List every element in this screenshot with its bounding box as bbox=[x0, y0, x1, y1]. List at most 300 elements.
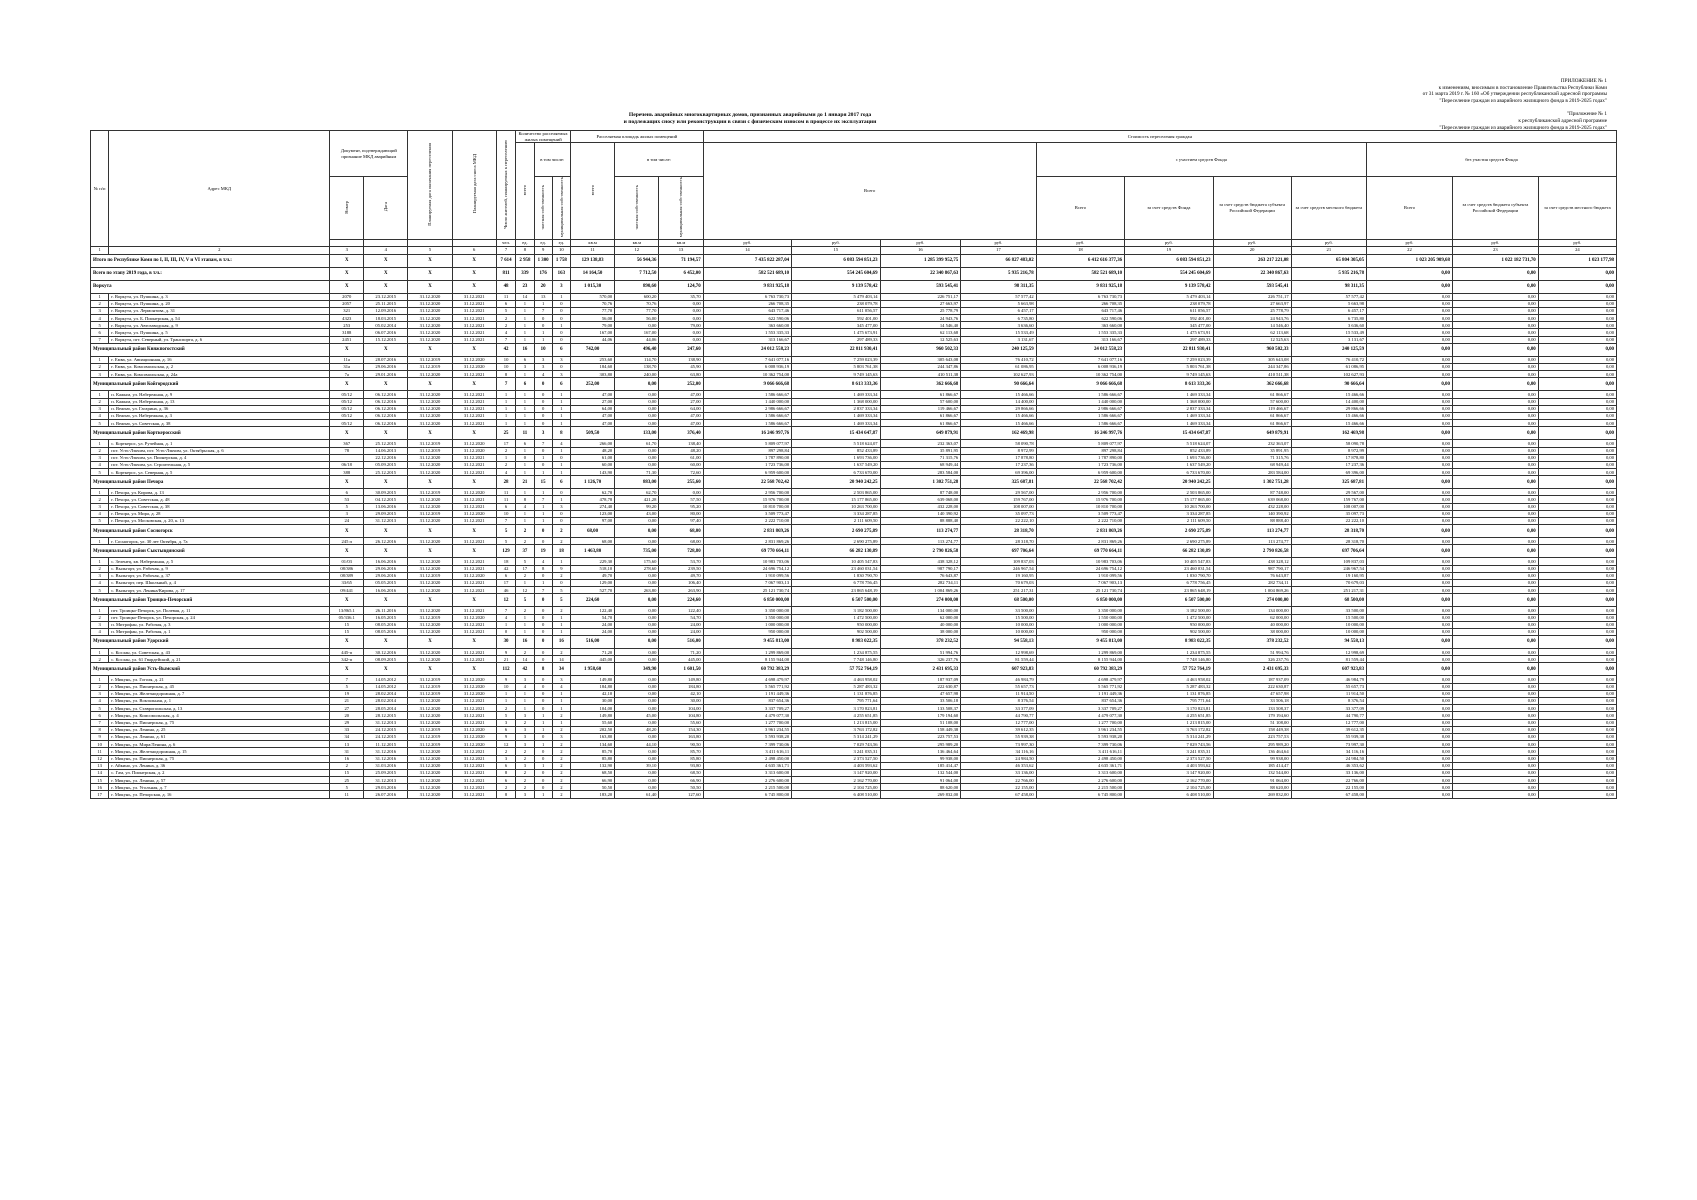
row-value: 30 bbox=[496, 636, 516, 649]
table-row bbox=[91, 719, 1617, 726]
table-cell: 1 bbox=[534, 791, 552, 798]
table-cell: 61 866,67 bbox=[1213, 412, 1291, 419]
row-value: 90 666,64 bbox=[1291, 378, 1366, 391]
row-value: 0 bbox=[534, 378, 552, 391]
row-label: Воркута bbox=[91, 280, 330, 293]
table-cell: 2 bbox=[496, 705, 516, 712]
table-cell: 1 bbox=[516, 705, 534, 712]
table-cell: 1 bbox=[516, 461, 534, 468]
row-value: 1 758 bbox=[552, 254, 570, 267]
row-value: X bbox=[408, 545, 452, 558]
table-cell: 109 837,03 bbox=[1291, 558, 1366, 565]
table-cell: 87 748,00 bbox=[1213, 489, 1291, 496]
table-cell: 0,00 bbox=[1538, 621, 1616, 628]
row-value: X bbox=[408, 280, 452, 293]
table-cell: 31.12.2019 bbox=[408, 447, 452, 454]
table-cell: 0,00 bbox=[1538, 336, 1616, 343]
table-cell: 0,00 bbox=[1538, 440, 1616, 447]
table-cell: 77,70 bbox=[615, 307, 659, 314]
table-cell: 16 bbox=[91, 784, 109, 791]
table-cell: 56,00 bbox=[570, 315, 614, 322]
column-index-cell: 9 bbox=[534, 246, 552, 254]
table-cell: 0,00 bbox=[615, 322, 659, 329]
table-cell: 0 bbox=[534, 572, 552, 579]
row-value: 960 502,33 bbox=[1213, 343, 1291, 356]
row-value: 0,00 bbox=[1538, 343, 1616, 356]
row-value: 7 614 bbox=[496, 254, 516, 267]
table-cell: 4 bbox=[91, 698, 109, 705]
table-cell: 0,00 bbox=[1538, 356, 1616, 363]
table-cell: 7 641 077,16 bbox=[703, 356, 791, 363]
table-cell: 33 500,00 bbox=[1291, 607, 1366, 614]
table-cell: 27,00 bbox=[570, 398, 614, 405]
row-value: X bbox=[452, 636, 496, 649]
table-cell: 64,00 bbox=[659, 405, 703, 412]
table-cell: 2 bbox=[91, 447, 109, 454]
row-value: X bbox=[364, 267, 408, 280]
table-cell: 1 bbox=[534, 469, 552, 476]
table-cell: 22 766,00 bbox=[961, 777, 1036, 784]
row-value: 1 285 399 952,75 bbox=[880, 254, 961, 267]
row-value: 554 245 604,69 bbox=[1125, 267, 1213, 280]
table-cell: 421,28 bbox=[615, 496, 659, 503]
table-cell: 0,00 bbox=[615, 656, 659, 663]
table-cell: 0,00 bbox=[1452, 719, 1538, 726]
table-cell: 31.12.2021 bbox=[452, 628, 496, 635]
table-cell: 1 bbox=[91, 607, 109, 614]
row-value: 57 752 764,19 bbox=[1125, 663, 1213, 676]
table-cell: 5 479 403,14 bbox=[792, 293, 880, 300]
table-cell: 1 bbox=[534, 579, 552, 586]
table-cell: 0,00 bbox=[1452, 698, 1538, 705]
header-rooms-total: всего bbox=[516, 143, 534, 240]
table-cell: 0,00 bbox=[1538, 705, 1616, 712]
table-cell: 2 bbox=[496, 461, 516, 468]
table-cell: 158 449,38 bbox=[1213, 726, 1291, 733]
header-area-municipal: муниципальная собственность bbox=[659, 177, 703, 240]
table-cell: 67 458,00 bbox=[1291, 791, 1366, 798]
row-value: 890,60 bbox=[615, 280, 659, 293]
row-value: 6 bbox=[552, 476, 570, 489]
table-cell: 23 865 648,19 bbox=[792, 587, 880, 594]
table-cell: 31.12.2021 bbox=[452, 371, 496, 378]
table-cell: 251 217,31 bbox=[1291, 587, 1366, 594]
row-value: X bbox=[330, 378, 364, 391]
table-cell: 0,00 bbox=[1367, 614, 1453, 621]
table-cell: 31.12.2021 bbox=[452, 607, 496, 614]
table-cell: 24,00 bbox=[570, 628, 614, 635]
table-cell: 31.12.2020 bbox=[408, 336, 452, 343]
table-cell: 31.12.2016 bbox=[364, 755, 408, 762]
table-cell: 1 191 449,36 bbox=[1036, 690, 1124, 697]
address-cell: с. Выльгорт, пер. Школьный, д. 4 bbox=[109, 579, 330, 586]
table-cell: 232 363,07 bbox=[880, 440, 961, 447]
row-value: 90 666,64 bbox=[961, 378, 1036, 391]
table-cell: 0,00 bbox=[1538, 565, 1616, 572]
address-cell: г. Печора, ул. Кирова, д. 13 bbox=[109, 489, 330, 496]
row-value: 28 318,70 bbox=[1291, 525, 1366, 538]
table-cell: 0,00 bbox=[659, 336, 703, 343]
table-cell: 6 bbox=[496, 503, 516, 510]
table-cell: 31.12.2020 bbox=[408, 777, 452, 784]
table-cell: 1 368 000,00 bbox=[792, 398, 880, 405]
table-cell: 5 565 771,92 bbox=[703, 683, 791, 690]
row-value: 113 274,77 bbox=[1213, 525, 1291, 538]
table-cell: 12 998,69 bbox=[961, 649, 1036, 656]
row-value: 1 023 177,98 bbox=[1538, 254, 1616, 267]
table-cell: 1 bbox=[534, 712, 552, 719]
table-cell: 0 bbox=[534, 447, 552, 454]
header-rooms-area: Расселяемая площадь жилых помещений bbox=[570, 131, 703, 143]
table-cell: 0,00 bbox=[1367, 705, 1453, 712]
table-cell: 0,00 bbox=[1452, 420, 1538, 427]
table-cell: 1 bbox=[516, 420, 534, 427]
row-value: 42 bbox=[496, 343, 516, 356]
table-cell: 31.12.2020 bbox=[408, 791, 452, 798]
table-cell: 6 bbox=[496, 300, 516, 307]
table-cell: 44 790,77 bbox=[1291, 712, 1366, 719]
unit: руб. bbox=[1213, 239, 1291, 246]
table-cell: 132 544,00 bbox=[1213, 769, 1291, 776]
table-cell: 1 234 875,55 bbox=[1125, 649, 1213, 656]
address-cell: п. Митрофан, ул. Рабочая, д. 1 bbox=[109, 628, 330, 635]
table-cell: 478,78 bbox=[570, 496, 614, 503]
table-cell: 5 663,98 bbox=[1291, 300, 1366, 307]
table-cell: 0,00 bbox=[1538, 712, 1616, 719]
table-cell: 1 bbox=[516, 300, 534, 307]
table-cell: 0 bbox=[534, 607, 552, 614]
row-value: X bbox=[364, 525, 408, 538]
row-label: Муниципальный район Сыктывдинский bbox=[91, 545, 330, 558]
row-value: 1 302 751,28 bbox=[880, 476, 961, 489]
row-value: 19 bbox=[534, 545, 552, 558]
row-value: X bbox=[364, 663, 408, 676]
row-value: 811 bbox=[496, 267, 516, 280]
table-cell: 251 217,31 bbox=[961, 587, 1036, 594]
table-cell: 29 866,66 bbox=[961, 405, 1036, 412]
table-cell: 104,80 bbox=[659, 712, 703, 719]
table-cell: 2 bbox=[516, 607, 534, 614]
table-cell: 0 bbox=[534, 315, 552, 322]
table-cell: 44,06 bbox=[615, 336, 659, 343]
table-cell: 253,60 bbox=[570, 356, 614, 363]
table-cell: 66,90 bbox=[659, 777, 703, 784]
address-cell: с. Выльгорт, ул. Ленина/Кирова, д. 17 bbox=[109, 587, 330, 594]
table-cell: 1 bbox=[534, 489, 552, 496]
row-value: X bbox=[330, 636, 364, 649]
table-cell: 0,00 bbox=[615, 621, 659, 628]
table-cell: 06.12.2016 bbox=[364, 412, 408, 419]
table-cell: 2 162 770,00 bbox=[792, 777, 880, 784]
table-cell: 1 910 099,56 bbox=[1036, 572, 1124, 579]
table-cell: 2 690 275,89 bbox=[792, 538, 880, 545]
table-cell: 06.12.2016 bbox=[364, 420, 408, 427]
row-value: 71 194,57 bbox=[659, 254, 703, 267]
table-cell: 1 bbox=[516, 322, 534, 329]
row-value: 582 521 689,10 bbox=[703, 267, 791, 280]
table-cell: 0,00 bbox=[1367, 791, 1453, 798]
table-cell: 104,00 bbox=[659, 705, 703, 712]
table-cell: 0,00 bbox=[1538, 649, 1616, 656]
table-cell: 61,00 bbox=[659, 454, 703, 461]
row-value: 516,00 bbox=[659, 636, 703, 649]
table-cell: 91 064,00 bbox=[1213, 777, 1291, 784]
table-cell: 31.12.2021 bbox=[452, 748, 496, 755]
row-value: 0,00 bbox=[1367, 545, 1453, 558]
table-cell: 3 337 709,27 bbox=[1036, 705, 1124, 712]
table-cell: 0,00 bbox=[1452, 784, 1538, 791]
table-cell: 67 458,00 bbox=[961, 791, 1036, 798]
table-cell: 0,00 bbox=[1452, 726, 1538, 733]
table-cell: 837 654,36 bbox=[703, 698, 791, 705]
row-value: 24 012 558,23 bbox=[1036, 343, 1124, 356]
table-cell: 38 000,00 bbox=[1213, 628, 1291, 635]
table-cell: 4 bbox=[534, 371, 552, 378]
table-cell: 184,80 bbox=[659, 683, 703, 690]
table-cell: 0 bbox=[552, 300, 570, 307]
row-value: 6 507 500,00 bbox=[792, 594, 880, 607]
table-cell: 0,00 bbox=[1452, 791, 1538, 798]
table-cell: 122,40 bbox=[659, 607, 703, 614]
table-cell: 80,00 bbox=[659, 510, 703, 517]
table-cell: 14.05.2012 bbox=[364, 683, 408, 690]
table-cell: 950 000,00 bbox=[703, 628, 791, 635]
table-cell: 0 bbox=[534, 621, 552, 628]
table-cell: 31.12.2013 bbox=[364, 777, 408, 784]
table-cell: 2 222 710,00 bbox=[703, 518, 791, 525]
table-cell: 31.12.2020 bbox=[452, 733, 496, 740]
address-cell: г. Микунь, ул. Железнодорожная, д. 15 bbox=[109, 748, 330, 755]
header-area-total: всего bbox=[570, 143, 614, 240]
table-cell: 1 bbox=[552, 705, 570, 712]
row-value: 133,00 bbox=[615, 427, 659, 440]
header-cost: Стоимость переселения граждан bbox=[703, 131, 1616, 143]
table-cell: 08.05.2016 bbox=[364, 628, 408, 635]
table-cell: 134 000,00 bbox=[880, 607, 961, 614]
table-cell: 5 bbox=[516, 558, 534, 565]
row-value: 0,00 bbox=[1367, 476, 1453, 489]
table-cell: 0,00 bbox=[1452, 391, 1538, 398]
table-cell: 5 bbox=[496, 538, 516, 545]
table-cell: 611 056,57 bbox=[792, 307, 880, 314]
table-cell: 5 bbox=[91, 518, 109, 525]
table-cell: 132 544,00 bbox=[880, 769, 961, 776]
table-cell: 6 735,80 bbox=[1291, 315, 1366, 322]
table-cell: 05/12 bbox=[330, 405, 364, 412]
table-cell: 222 630,87 bbox=[1213, 683, 1291, 690]
row-value: 98 311,35 bbox=[1291, 280, 1366, 293]
table-cell: 0,00 bbox=[659, 300, 703, 307]
row-value: X bbox=[408, 427, 452, 440]
table-cell: 1 bbox=[516, 614, 534, 621]
table-cell: 3 636,60 bbox=[1291, 322, 1366, 329]
row-value: X bbox=[408, 378, 452, 391]
table-cell: 24 bbox=[330, 518, 364, 525]
table-cell: 97,40 bbox=[659, 518, 703, 525]
row-value: 0,00 bbox=[615, 594, 659, 607]
row-value: X bbox=[330, 525, 364, 538]
table-cell: 76 643,87 bbox=[880, 572, 961, 579]
row-value: 6 bbox=[552, 343, 570, 356]
row-value: 1 015,30 bbox=[570, 280, 614, 293]
row-value: 9 066 666,68 bbox=[703, 378, 791, 391]
table-cell: 3 636,60 bbox=[961, 322, 1036, 329]
table-cell: 313 166,67 bbox=[703, 336, 791, 343]
table-cell: 47,00 bbox=[570, 420, 614, 427]
table-cell: 134 000,00 bbox=[1213, 607, 1291, 614]
table-cell: 2 bbox=[516, 784, 534, 791]
region-subtotal-row bbox=[91, 280, 1617, 293]
table-cell: 1 bbox=[552, 447, 570, 454]
table-cell: 2 bbox=[91, 614, 109, 621]
row-value: 362 666,68 bbox=[880, 378, 961, 391]
row-value: 69 770 664,11 bbox=[1036, 545, 1124, 558]
row-label: Муниципальный район Сосногорск bbox=[91, 525, 330, 538]
table-cell: 31.12.2020 bbox=[408, 762, 452, 769]
table-cell: 10 362 754,00 bbox=[703, 371, 791, 378]
table-cell: 0,00 bbox=[1538, 656, 1616, 663]
table-cell: 0,00 bbox=[1367, 518, 1453, 525]
table-cell: 45,00 bbox=[615, 712, 659, 719]
table-cell: 31.12.2020 bbox=[408, 784, 452, 791]
row-value: 124,70 bbox=[659, 280, 703, 293]
table-cell: 17 237,36 bbox=[961, 461, 1036, 468]
table-cell: 0 bbox=[534, 784, 552, 791]
table-cell: 0,00 bbox=[1538, 447, 1616, 454]
region-subtotal-row bbox=[91, 343, 1617, 356]
table-cell: 18 bbox=[496, 558, 516, 565]
row-value: X bbox=[330, 476, 364, 489]
row-value: X bbox=[408, 636, 452, 649]
table-cell: 0,00 bbox=[615, 420, 659, 427]
table-cell: 0,00 bbox=[1367, 329, 1453, 336]
row-value: 6 507 500,00 bbox=[1125, 594, 1213, 607]
table-cell: 1 bbox=[496, 454, 516, 461]
table-cell: 3 313 600,00 bbox=[1036, 769, 1124, 776]
header-area-private: частная собственность bbox=[615, 177, 659, 240]
table-cell: 76 643,87 bbox=[1213, 572, 1291, 579]
row-value: 68,00 bbox=[570, 525, 614, 538]
row-value: 378 232,52 bbox=[880, 636, 961, 649]
table-cell: 0,00 bbox=[1452, 364, 1538, 371]
table-cell: 0,00 bbox=[1452, 755, 1538, 762]
table-cell: 897 298,84 bbox=[703, 447, 791, 454]
row-value: 0,00 bbox=[1452, 427, 1538, 440]
table-cell: 0,00 bbox=[1452, 733, 1538, 740]
row-value: 496,40 bbox=[615, 343, 659, 356]
table-cell: 39,10 bbox=[615, 762, 659, 769]
table-cell: 28 318,70 bbox=[961, 538, 1036, 545]
table-cell: 3 bbox=[552, 503, 570, 510]
table-cell: 2 bbox=[552, 712, 570, 719]
row-value: 5 935 216,78 bbox=[1291, 267, 1366, 280]
table-cell: 0,00 bbox=[1367, 676, 1453, 683]
row-value: 2 690 275,89 bbox=[792, 525, 880, 538]
table-cell: 119 466,67 bbox=[1213, 405, 1291, 412]
table-row bbox=[91, 440, 1617, 447]
table-cell: 62,70 bbox=[570, 489, 614, 496]
row-value: 554 245 604,69 bbox=[792, 267, 880, 280]
row-value: 66 282 130,89 bbox=[1125, 545, 1213, 558]
header-municipal: муниципальная собственность bbox=[552, 177, 570, 240]
table-cell: 39 612,35 bbox=[1291, 726, 1366, 733]
table-cell: 31.12.2019 bbox=[408, 726, 452, 733]
table-cell: 71,20 bbox=[659, 649, 703, 656]
table-cell: 05/12 bbox=[330, 420, 364, 427]
table-cell: 6 008 936,19 bbox=[703, 364, 791, 371]
table-cell: 99 938,00 bbox=[880, 755, 961, 762]
row-value: 0,00 bbox=[1538, 636, 1616, 649]
table-cell: 278,60 bbox=[615, 565, 659, 572]
row-value: 22 340 867,63 bbox=[1213, 267, 1291, 280]
table-cell: 123,00 bbox=[570, 510, 614, 517]
row-value: 9 139 578,42 bbox=[792, 280, 880, 293]
table-cell: 1 191 449,36 bbox=[703, 690, 791, 697]
table-cell: 432 228,00 bbox=[1213, 503, 1291, 510]
table-cell: 0,00 bbox=[1367, 469, 1453, 476]
table-cell: 31.12.2020 bbox=[452, 356, 496, 363]
table-cell: 7 067 903,13 bbox=[1036, 579, 1124, 586]
table-cell: 263,90 bbox=[659, 587, 703, 594]
table-row bbox=[91, 558, 1617, 565]
table-cell: 31.12.2020 bbox=[408, 607, 452, 614]
table-cell: 0,00 bbox=[1452, 461, 1538, 468]
table-cell: 51 994,76 bbox=[880, 649, 961, 656]
table-row bbox=[91, 784, 1617, 791]
row-label: Итого по Республике Коми по I, II, III, IV, V и VI этапам, в т.ч.: bbox=[91, 254, 330, 267]
table-cell: 2 503 865,00 bbox=[1125, 489, 1213, 496]
table-cell: 138,90 bbox=[659, 356, 703, 363]
row-value: 697 706,64 bbox=[961, 545, 1036, 558]
header-private: частная собственность bbox=[534, 177, 552, 240]
table-cell: 12.09.2016 bbox=[364, 307, 408, 314]
row-value: 2 831 869,26 bbox=[1036, 525, 1124, 538]
row-value: 6 412 616 377,36 bbox=[1036, 254, 1124, 267]
table-cell: 31.12.2020 bbox=[408, 371, 452, 378]
title-line-2: и подлежащих сносу или реконструкции в связи с физическим износом в процессе их эксплуатации bbox=[623, 118, 877, 125]
table-cell: 5 bbox=[496, 712, 516, 719]
table-cell: 622 590,06 bbox=[1036, 315, 1124, 322]
table-cell: 24 943,76 bbox=[1213, 315, 1291, 322]
table-cell: 04.12.2015 bbox=[364, 496, 408, 503]
table-cell: 0,00 bbox=[1367, 558, 1453, 565]
row-value: 24 012 558,23 bbox=[703, 343, 791, 356]
row-value: 649 879,91 bbox=[880, 427, 961, 440]
row-value: 22 568 702,42 bbox=[703, 476, 791, 489]
table-cell: 31.12.2021 bbox=[452, 315, 496, 322]
table-cell: 10 983 703,06 bbox=[1036, 558, 1124, 565]
row-value: 883,00 bbox=[615, 476, 659, 489]
row-value: 5 bbox=[552, 594, 570, 607]
table-cell: 47 657,98 bbox=[1213, 690, 1291, 697]
row-value: X bbox=[364, 280, 408, 293]
table-cell: 1 bbox=[91, 489, 109, 496]
table-cell: 2 956 700,00 bbox=[703, 489, 791, 496]
table-cell: 1 bbox=[534, 503, 552, 510]
table-cell: 7 399 730,06 bbox=[703, 741, 791, 748]
table-cell: 4 bbox=[534, 558, 552, 565]
table-cell: 1 131 876,85 bbox=[1125, 690, 1213, 697]
table-cell: 29 567,00 bbox=[1291, 489, 1366, 496]
table-cell: 10 810 700,00 bbox=[1036, 503, 1124, 510]
table-cell: 58 090,78 bbox=[1291, 440, 1366, 447]
table-cell: 0,00 bbox=[1452, 469, 1538, 476]
header-wf-total: Всего bbox=[1036, 177, 1124, 240]
table-cell: 950 000,00 bbox=[792, 621, 880, 628]
address-cell: г. Микунь, ул. Комсомольская, д. 4 bbox=[109, 712, 330, 719]
table-cell: 31.12.2020 bbox=[408, 454, 452, 461]
table-cell: 2 503 865,00 bbox=[792, 489, 880, 496]
